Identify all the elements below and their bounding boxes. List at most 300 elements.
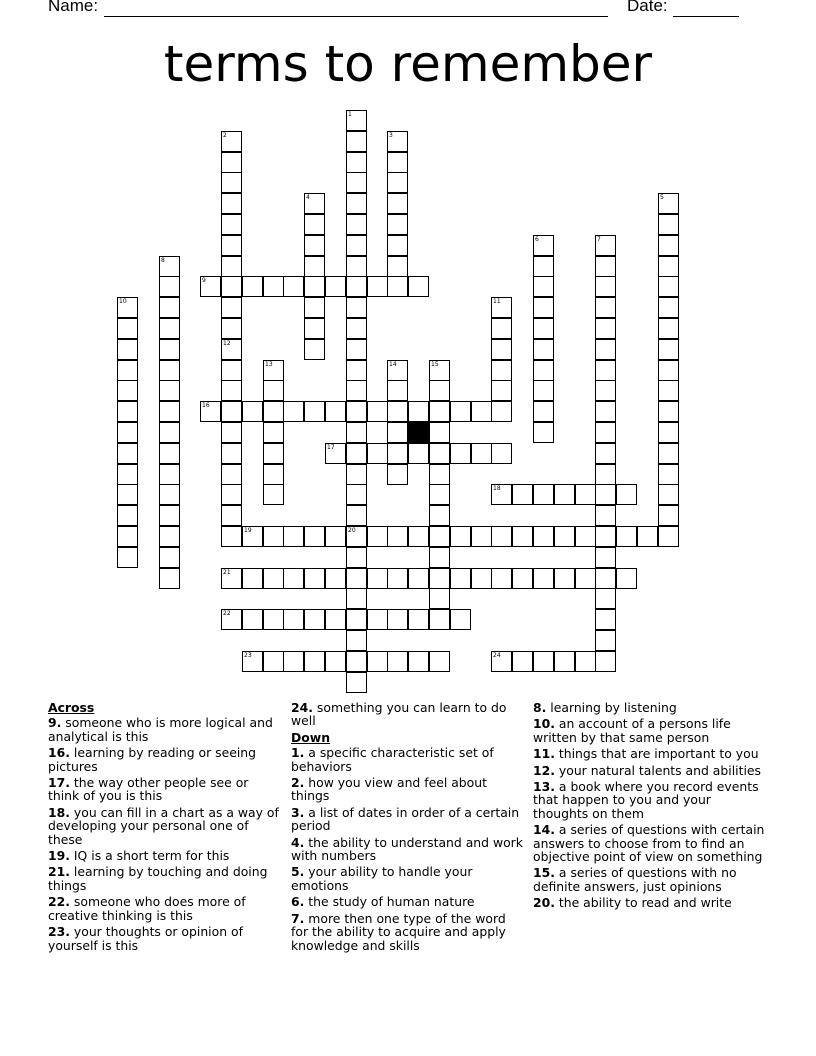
clue-item [48, 895, 280, 922]
crossword-cell[interactable] [491, 360, 512, 381]
crossword-cell[interactable] [429, 609, 450, 630]
crossword-cell[interactable] [263, 484, 284, 505]
clue-number: 13 [265, 361, 273, 368]
crossword-cell[interactable] [595, 235, 616, 256]
crossword-cell[interactable] [346, 152, 367, 173]
crossword-cell[interactable] [221, 380, 242, 401]
crossword-cell[interactable] [491, 297, 512, 318]
crossword-cell[interactable] [117, 422, 138, 443]
crossword-cell[interactable] [346, 526, 367, 547]
crossword-cell[interactable] [387, 276, 408, 297]
crossword-cell[interactable] [263, 360, 284, 381]
crossword-cell[interactable] [346, 131, 367, 152]
crossword-cell[interactable] [575, 526, 596, 547]
crossword-cell[interactable] [533, 318, 554, 339]
crossword-cell[interactable] [200, 401, 221, 422]
crossword-cell[interactable] [221, 484, 242, 505]
crossword-cell[interactable] [595, 256, 616, 277]
clue-number: 24 [493, 652, 501, 659]
crossword-cell[interactable] [387, 380, 408, 401]
crossword-cell[interactable] [346, 172, 367, 193]
crossword-cell[interactable] [533, 651, 554, 672]
crossword-cell[interactable] [283, 401, 304, 422]
crossword-cell[interactable] [304, 297, 325, 318]
crossword-cell[interactable] [658, 484, 679, 505]
crossword-cell[interactable] [221, 360, 242, 381]
crossword-cell[interactable] [595, 339, 616, 360]
crossword-cell[interactable] [159, 401, 180, 422]
crossword-cell[interactable] [533, 380, 554, 401]
crossword-cell[interactable] [159, 464, 180, 485]
crossword-cell[interactable] [346, 214, 367, 235]
clue-item-number: 7. [291, 910, 305, 926]
clue-item [48, 865, 280, 892]
crossword-cell[interactable] [429, 380, 450, 401]
across-clue-list-continued [291, 701, 523, 728]
crossword-cell[interactable] [387, 568, 408, 589]
clue-item-text: the ability to understand and work with numbers [291, 834, 523, 864]
crossword-cell[interactable] [658, 297, 679, 318]
crossword-cell[interactable] [221, 235, 242, 256]
crossword-cell[interactable] [491, 339, 512, 360]
crossword-cell[interactable] [533, 568, 554, 589]
crossword-cell[interactable] [325, 276, 346, 297]
crossword-cell[interactable] [159, 484, 180, 505]
crossword-cell[interactable] [304, 651, 325, 672]
crossword-cell[interactable] [387, 401, 408, 422]
crossword-cell[interactable] [471, 568, 492, 589]
crossword-cell[interactable] [533, 360, 554, 381]
crossword-cell[interactable] [491, 443, 512, 464]
crossword-cell[interactable] [304, 193, 325, 214]
crossword-cell[interactable] [263, 526, 284, 547]
crossword-cell[interactable] [346, 422, 367, 443]
crossword-cell[interactable] [117, 360, 138, 381]
clue-item [533, 701, 765, 714]
crossword-cell[interactable] [491, 380, 512, 401]
clue-item [291, 701, 523, 728]
crossword-cell[interactable] [221, 318, 242, 339]
crossword-cell[interactable] [221, 401, 242, 422]
crossword-cell[interactable] [346, 339, 367, 360]
crossword-cell[interactable] [491, 568, 512, 589]
crossword-cell[interactable] [304, 568, 325, 589]
crossword-cell[interactable] [367, 526, 388, 547]
crossword-cell[interactable] [595, 380, 616, 401]
clue-item-text: your ability to handle your emotions [291, 864, 473, 893]
crossword-cell[interactable] [263, 651, 284, 672]
crossword-cell[interactable] [159, 339, 180, 360]
crossword-cell[interactable] [117, 380, 138, 401]
down-clue-list-continued [533, 701, 765, 910]
clue-item-text: something you can learn to do well [291, 700, 507, 729]
crossword-cell[interactable] [658, 464, 679, 485]
crossword-cell[interactable] [387, 464, 408, 485]
crossword-cell[interactable] [387, 422, 408, 443]
clue-item-number: 20. [533, 895, 555, 911]
crossword-cell[interactable] [533, 235, 554, 256]
crossword-cell[interactable] [408, 401, 429, 422]
crossword-cell[interactable] [512, 526, 533, 547]
crossword-cell[interactable] [491, 526, 512, 547]
crossword-cell[interactable] [512, 651, 533, 672]
crossword-cell[interactable] [491, 651, 512, 672]
crossword-cell[interactable] [304, 401, 325, 422]
crossword-cell[interactable] [450, 526, 471, 547]
crossword-cell[interactable] [346, 110, 367, 131]
crossword-cell[interactable] [429, 505, 450, 526]
crossword-cell[interactable] [346, 505, 367, 526]
down-heading: Down [291, 729, 331, 745]
crossword-cell[interactable] [159, 526, 180, 547]
crossword-cell[interactable] [512, 568, 533, 589]
crossword-cell[interactable] [263, 380, 284, 401]
crossword-cell[interactable] [616, 568, 637, 589]
crossword-cell[interactable] [595, 630, 616, 651]
crossword-cell[interactable] [387, 235, 408, 256]
clue-number: 3 [389, 132, 393, 139]
crossword-cell[interactable] [429, 588, 450, 609]
crossword-cell[interactable] [387, 131, 408, 152]
crossword-cell[interactable] [616, 484, 637, 505]
crossword-cell[interactable] [429, 401, 450, 422]
crossword-cell[interactable] [325, 443, 346, 464]
crossword-cell[interactable] [658, 526, 679, 547]
crossword-cell[interactable] [221, 464, 242, 485]
crossword-cell[interactable] [221, 276, 242, 297]
crossword-cell[interactable] [242, 401, 263, 422]
clue-item-number: 19. [48, 848, 70, 864]
crossword-cell[interactable] [346, 464, 367, 485]
crossword-cell[interactable] [159, 422, 180, 443]
crossword-cell[interactable] [658, 339, 679, 360]
crossword-cell[interactable] [658, 401, 679, 422]
crossword-cell[interactable] [658, 235, 679, 256]
crossword-cell[interactable] [346, 297, 367, 318]
crossword-cell[interactable] [346, 360, 367, 381]
crossword-cell[interactable] [429, 484, 450, 505]
crossword-cell[interactable] [159, 360, 180, 381]
crossword-cell[interactable] [346, 484, 367, 505]
crossword-cell[interactable] [471, 401, 492, 422]
crossword-cell[interactable] [595, 422, 616, 443]
crossword-cell[interactable] [658, 276, 679, 297]
clue-item-number: 9. [48, 715, 62, 731]
crossword-cell[interactable] [595, 443, 616, 464]
crossword-cell[interactable] [595, 318, 616, 339]
crossword-cell[interactable] [533, 484, 554, 505]
crossword-cell[interactable] [575, 651, 596, 672]
crossword-cell[interactable] [304, 276, 325, 297]
crossword-cell[interactable] [346, 193, 367, 214]
crossword-cell[interactable] [408, 651, 429, 672]
crossword-cell[interactable] [533, 339, 554, 360]
clue-item-number: 3. [291, 804, 305, 820]
down-clue-list [291, 746, 523, 952]
crossword-cell[interactable] [159, 505, 180, 526]
crossword-cell[interactable] [491, 401, 512, 422]
clue-number: 14 [389, 361, 397, 368]
crossword-cell[interactable] [304, 256, 325, 277]
crossword-cell[interactable] [283, 651, 304, 672]
crossword-cell[interactable] [450, 609, 471, 630]
crossword-cell[interactable] [367, 651, 388, 672]
crossword-cell[interactable] [429, 568, 450, 589]
crossword-cell[interactable] [595, 276, 616, 297]
crossword-cell[interactable] [346, 318, 367, 339]
crossword-cell[interactable] [429, 422, 450, 443]
crossword-cell[interactable] [346, 630, 367, 651]
clue-item [291, 746, 523, 773]
crossword-cell[interactable] [533, 297, 554, 318]
crossword-cell[interactable] [637, 526, 658, 547]
crossword-cell[interactable] [263, 443, 284, 464]
crossword-cell[interactable] [159, 443, 180, 464]
date-label: Date: [627, 0, 668, 15]
crossword-cell[interactable] [387, 193, 408, 214]
crossword-cell[interactable] [221, 297, 242, 318]
crossword-cell[interactable] [346, 443, 367, 464]
crossword-cell[interactable] [429, 547, 450, 568]
crossword-cell[interactable] [367, 609, 388, 630]
crossword-cell[interactable] [346, 588, 367, 609]
crossword-cell[interactable] [595, 609, 616, 630]
crossword-cell[interactable] [159, 276, 180, 297]
clue-item-text: your natural talents and abilities [558, 762, 761, 778]
crossword-cell[interactable] [263, 609, 284, 630]
crossword-cell[interactable] [450, 568, 471, 589]
crossword-cell[interactable] [346, 609, 367, 630]
crossword-cell[interactable] [554, 526, 575, 547]
crossword-cell[interactable] [387, 360, 408, 381]
crossword-cell[interactable] [408, 526, 429, 547]
crossword-cell[interactable] [263, 422, 284, 443]
crossword-cell[interactable] [346, 672, 367, 693]
crossword-cell[interactable] [263, 568, 284, 589]
crossword-cell[interactable] [304, 339, 325, 360]
crossword-cell[interactable] [408, 609, 429, 630]
clue-item [533, 747, 765, 760]
crossword-cell[interactable] [159, 318, 180, 339]
crossword-cell[interactable] [595, 401, 616, 422]
clue-item [291, 895, 523, 908]
clue-item-text: learning by reading or seeing pictures [48, 745, 257, 774]
crossword-cell[interactable] [325, 651, 346, 672]
clue-number: 6 [535, 236, 539, 243]
crossword-cell[interactable] [117, 464, 138, 485]
crossword-cell[interactable] [533, 256, 554, 277]
crossword-cell[interactable] [304, 526, 325, 547]
crossword-cell[interactable] [471, 443, 492, 464]
crossword-cell[interactable] [346, 547, 367, 568]
crossword-cell[interactable] [346, 401, 367, 422]
crossword-cell[interactable] [263, 401, 284, 422]
crossword-cell[interactable] [658, 380, 679, 401]
clue-item-number: 10. [533, 716, 555, 732]
crossword-cell[interactable] [221, 505, 242, 526]
crossword-cell[interactable] [325, 609, 346, 630]
clue-item-text: the way other people see or think of you is this [48, 775, 249, 804]
clue-item-number: 1. [291, 745, 305, 761]
crossword-cell[interactable] [491, 484, 512, 505]
clue-item-text: how you view and feel about things [291, 775, 487, 804]
crossword-cell[interactable] [304, 214, 325, 235]
crossword-cell[interactable] [117, 318, 138, 339]
crossword-cell[interactable] [387, 172, 408, 193]
crossword-cell[interactable] [554, 484, 575, 505]
clue-number: 16 [202, 402, 210, 409]
crossword-cell[interactable] [658, 360, 679, 381]
crossword-cell[interactable] [117, 443, 138, 464]
crossword-cell[interactable] [221, 172, 242, 193]
crossword-cell[interactable] [387, 256, 408, 277]
crossword-cell[interactable] [595, 464, 616, 485]
crossword-cell[interactable] [595, 588, 616, 609]
crossword-cell[interactable] [387, 651, 408, 672]
crossword-cell[interactable] [533, 422, 554, 443]
crossword-cell[interactable] [304, 318, 325, 339]
crossword-cell[interactable] [595, 568, 616, 589]
crossword-cell[interactable] [221, 256, 242, 277]
crossword-cell[interactable] [325, 526, 346, 547]
crossword-cell[interactable] [283, 276, 304, 297]
crossword-cell[interactable] [491, 318, 512, 339]
crossword-cell[interactable] [221, 568, 242, 589]
crossword-cell[interactable] [221, 214, 242, 235]
crossword-cell[interactable] [346, 380, 367, 401]
crossword-cell[interactable] [221, 443, 242, 464]
crossword-cell[interactable] [429, 360, 450, 381]
crossword-cell[interactable] [429, 464, 450, 485]
clue-number: 4 [306, 194, 310, 201]
crossword-cell[interactable] [117, 505, 138, 526]
crossword-cell[interactable] [283, 568, 304, 589]
crossword-cell[interactable] [221, 609, 242, 630]
crossword-cell[interactable] [533, 276, 554, 297]
crossword-cell[interactable] [616, 526, 637, 547]
crossword-cell[interactable] [117, 484, 138, 505]
crossword-cell[interactable] [533, 401, 554, 422]
crossword-cell[interactable] [575, 568, 596, 589]
crossword-cell[interactable] [658, 443, 679, 464]
crossword-cell[interactable] [263, 276, 284, 297]
crossword-cell[interactable] [658, 214, 679, 235]
crossword-cell[interactable] [221, 131, 242, 152]
across-clues-column [48, 701, 280, 955]
clue-number: 20 [348, 527, 356, 534]
crossword-cell[interactable] [554, 568, 575, 589]
crossword-cell[interactable] [658, 318, 679, 339]
clue-item-text: things that are important to you [558, 746, 759, 762]
crossword-cell[interactable] [159, 547, 180, 568]
crossword-cell[interactable] [304, 609, 325, 630]
crossword-cell[interactable] [658, 505, 679, 526]
crossword-cell[interactable] [221, 422, 242, 443]
crossword-cell[interactable] [159, 256, 180, 277]
crossword-cell[interactable] [242, 651, 263, 672]
crossword-cell[interactable] [408, 443, 429, 464]
crossword-cell[interactable] [159, 568, 180, 589]
crossword-cell[interactable] [346, 276, 367, 297]
crossword-cell[interactable] [221, 193, 242, 214]
crossword-cell[interactable] [325, 401, 346, 422]
clue-number: 9 [202, 277, 206, 284]
crossword-cell[interactable] [221, 526, 242, 547]
crossword-cell[interactable] [387, 443, 408, 464]
crossword-cell[interactable] [242, 568, 263, 589]
crossword-cell[interactable] [346, 651, 367, 672]
crossword-cell[interactable] [387, 526, 408, 547]
clue-item-text: IQ is a short term for this [73, 848, 230, 864]
crossword-cell[interactable] [283, 526, 304, 547]
crossword-cell[interactable] [512, 484, 533, 505]
crossword-cell[interactable] [595, 484, 616, 505]
crossword-cell[interactable] [408, 568, 429, 589]
crossword-cell[interactable] [575, 484, 596, 505]
crossword-cell[interactable] [595, 505, 616, 526]
crossword-cell[interactable] [595, 651, 616, 672]
crossword-cell[interactable] [595, 547, 616, 568]
crossword-cell[interactable] [221, 339, 242, 360]
crossword-cell[interactable] [658, 256, 679, 277]
crossword-cell[interactable] [283, 609, 304, 630]
crossword-cell[interactable] [159, 380, 180, 401]
crossword-cell[interactable] [117, 297, 138, 318]
crossword-cell[interactable] [304, 235, 325, 256]
crossword-cell[interactable] [367, 443, 388, 464]
crossword-cell[interactable] [450, 443, 471, 464]
crossword-cell[interactable] [346, 568, 367, 589]
crossword-cell[interactable] [325, 568, 346, 589]
clue-number: 7 [597, 236, 601, 243]
crossword-cell[interactable] [554, 651, 575, 672]
crossword-cell[interactable] [429, 526, 450, 547]
crossword-cell[interactable] [658, 422, 679, 443]
crossword-cell[interactable] [200, 276, 221, 297]
crossword-cell[interactable] [117, 547, 138, 568]
clue-item-text: learning by touching and doing things [48, 864, 268, 893]
clue-item-text: someone who does more of creative thinking is this [48, 894, 246, 923]
crossword-cell[interactable] [450, 401, 471, 422]
crossword-cell[interactable] [367, 568, 388, 589]
crossword-cell[interactable] [367, 401, 388, 422]
crossword-cell[interactable] [595, 526, 616, 547]
crossword-cell[interactable] [117, 526, 138, 547]
crossword-cell[interactable] [159, 297, 180, 318]
crossword-cell[interactable] [658, 193, 679, 214]
crossword-cell[interactable] [595, 297, 616, 318]
crossword-cell[interactable] [387, 214, 408, 235]
crossword-cell[interactable] [387, 609, 408, 630]
crossword-cell[interactable] [429, 651, 450, 672]
crossword-cell[interactable] [595, 360, 616, 381]
crossword-cell[interactable] [387, 152, 408, 173]
crossword-cell[interactable] [242, 276, 263, 297]
crossword-cell[interactable] [367, 276, 388, 297]
crossword-cell[interactable] [221, 152, 242, 173]
crossword-cell[interactable] [263, 464, 284, 485]
crossword-cell[interactable] [242, 526, 263, 547]
crossword-cell[interactable] [471, 526, 492, 547]
crossword-cell[interactable] [117, 401, 138, 422]
crossword-cell[interactable] [242, 609, 263, 630]
crossword-cell[interactable] [408, 276, 429, 297]
crossword-cell[interactable] [533, 526, 554, 547]
crossword-cell[interactable] [429, 443, 450, 464]
crossword-cell[interactable] [346, 235, 367, 256]
crossword-cell[interactable] [117, 339, 138, 360]
crossword-cell[interactable] [346, 256, 367, 277]
